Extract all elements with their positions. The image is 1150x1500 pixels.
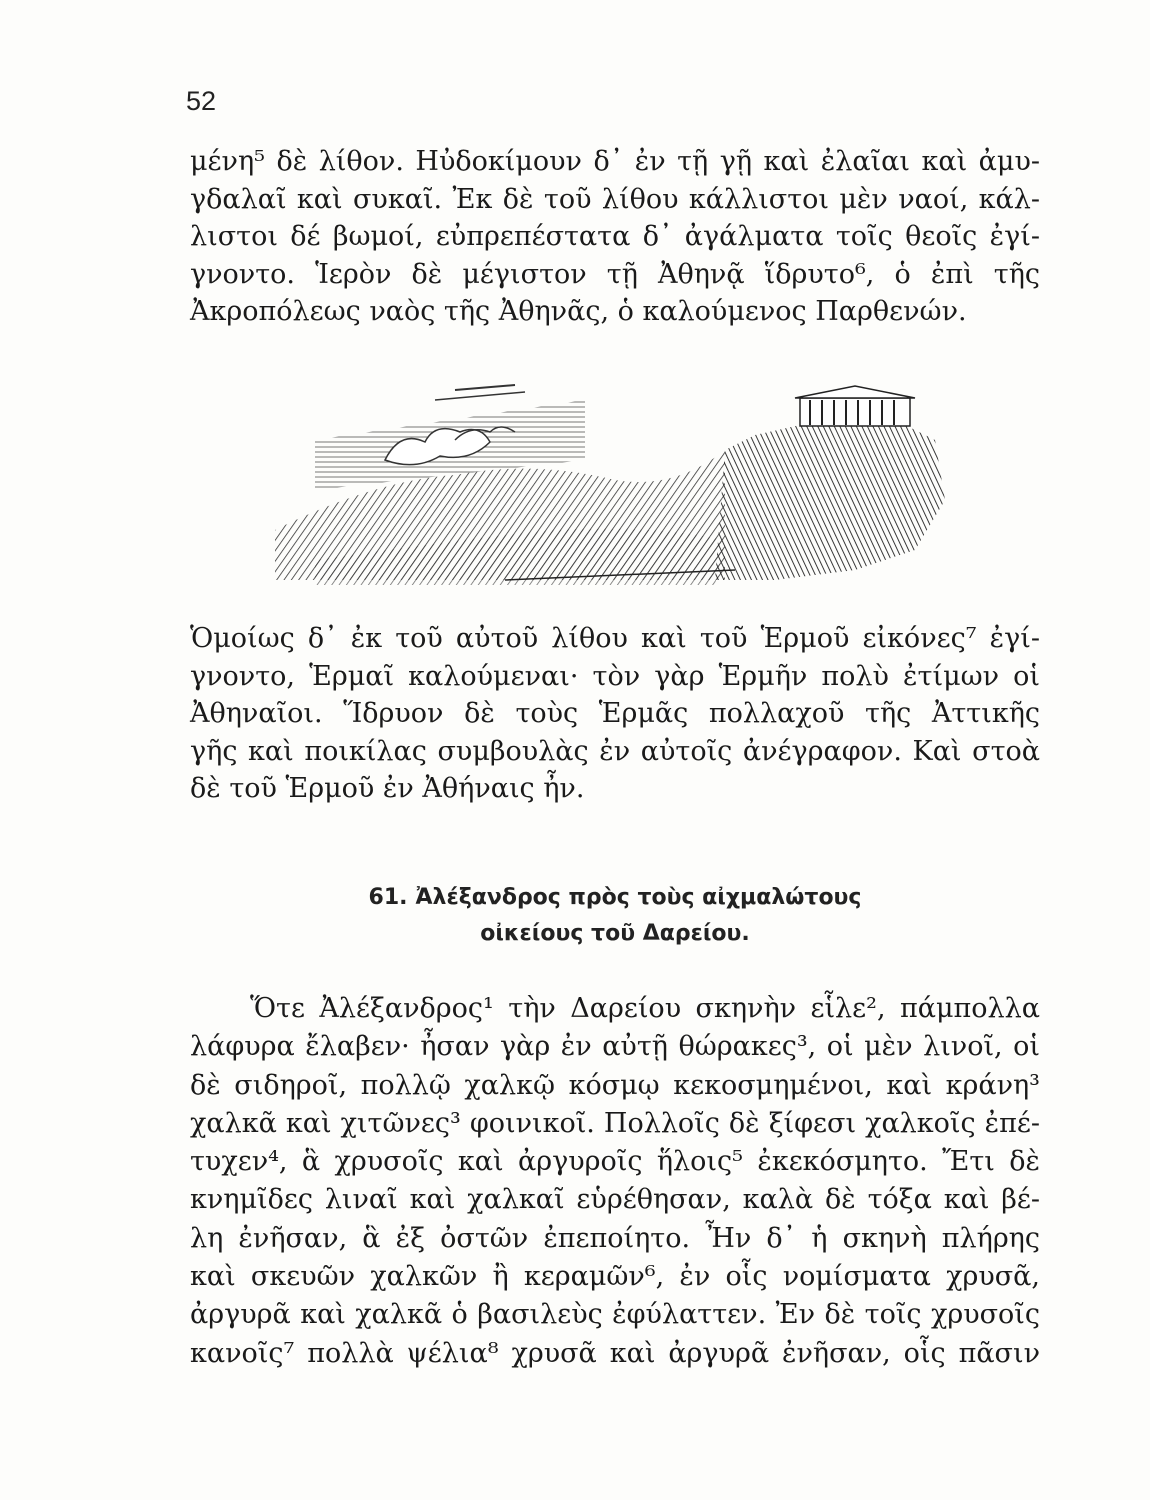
text-line: δὲ τοῦ Ἑρμοῦ ἐν Ἀθήναις ἦν. [190, 773, 585, 804]
text-line: Ἀκροπόλεως ναὸς τῆς Ἀθηνᾶς, ὁ καλούμενος Παρθενών. [190, 296, 967, 327]
text-line: μένη⁵ δὲ λίθον. Ηὐδοκίμουν δ᾽ ἐν τῇ γῇ καὶ ἐλαῖαι καὶ ἀμυ- [190, 146, 1040, 177]
text-line: χαλκᾶ καὶ χιτῶνες³ φοινικοῖ. Πολλοῖς δὲ ξίφεσι χαλκοῖς ἐπέ- [190, 1107, 1040, 1139]
text-line: τυχεν⁴, ἃ χρυσοῖς καὶ ἀργυροῖς ἥλοις⁵ ἐκεκόσμητο. Ἔτι δὲ [190, 1146, 1040, 1178]
text-line: γνοντο. Ἱερὸν δὲ μέγιστον τῇ Ἀθηνᾷ ἵδρυτο⁶, ὁ ἐπὶ τῆς [190, 258, 1040, 290]
paragraph-1 [190, 143, 1040, 331]
acropolis-illustration [255, 380, 975, 600]
text-line: Ὅτε Ἀλέξανδρος¹ τὴν Δαρείου σκηνὴν εἷλε², πάμπολλα [250, 993, 1040, 1024]
paragraph-3 [190, 990, 1040, 1373]
text-line: δὲ σιδηροῖ, πολλῷ χαλκῷ κόσμῳ κεκοσμημένοι, καὶ κράνη³ [190, 1069, 1040, 1101]
text-line: λη ἐνῆσαν, ἃ ἐξ ὀστῶν ἐπεποίητο. Ἦν δ᾽ ἡ σκηνὴ πλήρης [190, 1222, 1040, 1254]
text-line: καὶ σκευῶν χαλκῶν ἢ κεραμῶν⁶, ἐν οἷς νομίσματα χρυσᾶ, [190, 1261, 1040, 1293]
section-title-line-1 [190, 880, 1040, 916]
text-line: Ὁμοίως δ᾽ ἐκ τοῦ αὐτοῦ λίθου καὶ τοῦ Ἑρμοῦ εἰκόνες⁷ ἐγί- [190, 623, 1040, 654]
text-line: ἀργυρᾶ καὶ χαλκᾶ ὁ βασιλεὺς ἐφύλαττεν. Ἐν δὲ τοῖς χρυσοῖς [190, 1299, 1040, 1331]
section-title: Ἀλέξανδρος πρὸς τοὺς αἰχμαλώτους [415, 885, 862, 910]
section-heading [190, 880, 1040, 952]
text-line: γνοντο, Ἑρμαῖ καλούμεναι· τὸν γὰρ Ἑρμῆν πολὺ ἐτίμων οἱ [190, 660, 1040, 692]
text-line: γῆς καὶ ποικίλας συμβουλὰς ἐν αὐτοῖς ἀνέγραφον. Καὶ στοὰ [190, 735, 1040, 767]
text-line: γδαλαῖ καὶ συκαῖ. Ἐκ δὲ τοῦ λίθου κάλλιστοι μὲν ναοί, κάλ- [190, 183, 1040, 215]
section-number: 61. [368, 885, 408, 910]
text-line: κανοῖς⁷ πολλὰ ψέλια⁸ χρυσᾶ καὶ ἀργυρᾶ ἐνῆσαν, οἷς πᾶσιν [190, 1337, 1040, 1369]
page-number: 52 [186, 86, 217, 116]
text-line: κνημῖδες λιναῖ καὶ χαλκαῖ εὑρέθησαν, καλὰ δὲ τόξα καὶ βέ- [190, 1184, 1040, 1216]
paragraph-2 [190, 620, 1040, 808]
text-line: λιστοι δέ βωμοί, εὐπρεπέστατα δ᾽ ἀγάλματα τοῖς θεοῖς ἐγί- [190, 221, 1040, 252]
section-title-line-2: οἰκείους τοῦ Δαρείου. [480, 921, 750, 946]
text-line: λάφυρα ἔλαβεν· ἦσαν γὰρ ἐν αὐτῇ θώρακες³, οἱ μὲν λινοῖ, οἱ [190, 1031, 1040, 1063]
text-line: Ἀθηναῖοι. Ἵδρυον δὲ τοὺς Ἑρμᾶς πολλαχοῦ τῆς Ἀττικῆς [190, 698, 1040, 729]
